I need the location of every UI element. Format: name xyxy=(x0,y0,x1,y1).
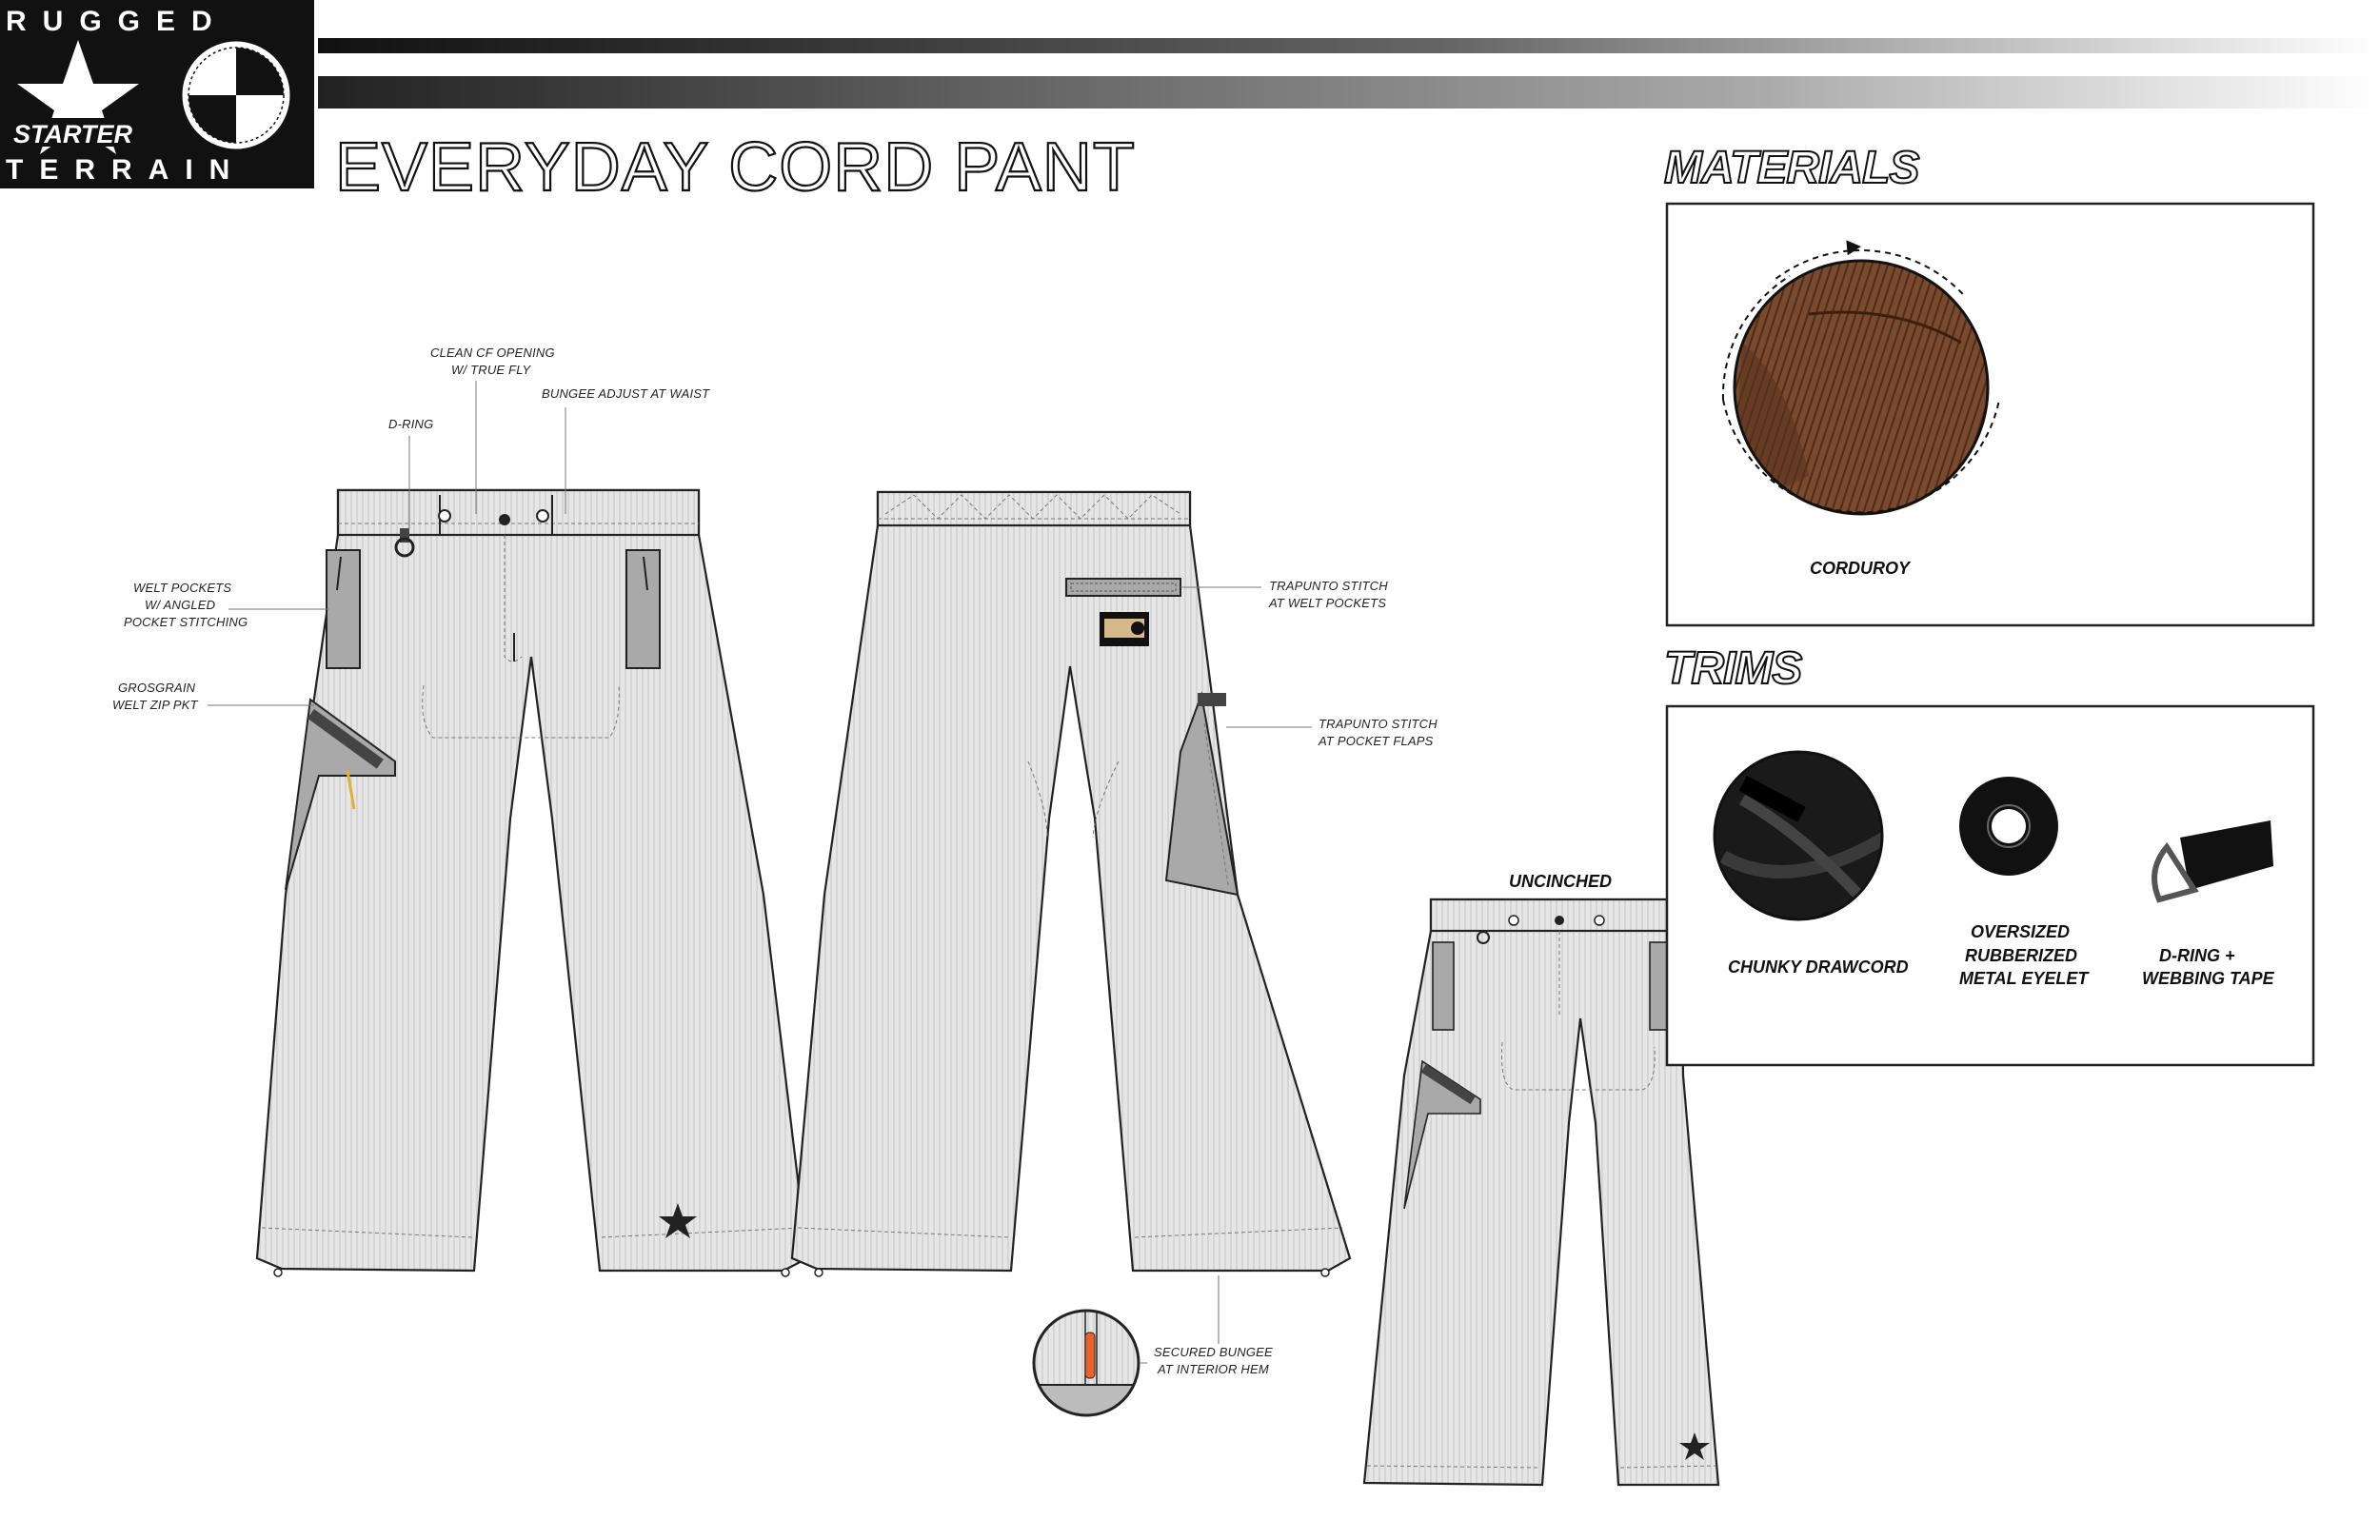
brand-bottom-word: TERRAIN xyxy=(6,154,247,186)
svg-text:BUNGEE ADJUST AT WAIST: BUNGEE ADJUST AT WAIST xyxy=(542,386,710,401)
back-patch-logo xyxy=(1100,612,1149,646)
trim-label-eyelet-2: RUBBERIZED xyxy=(1965,946,2078,965)
front-snap xyxy=(499,514,510,525)
trims-heading: TRIMS xyxy=(1664,643,1802,694)
svg-text:TRAPUNTO STITCH: TRAPUNTO STITCH xyxy=(1269,579,1388,593)
front-welt-pocket-left xyxy=(327,550,360,668)
bungee-toggle-icon xyxy=(1085,1333,1095,1378)
uncinched-waistband xyxy=(1431,899,1681,931)
brand-name: STARTER xyxy=(13,120,133,148)
svg-text:AT POCKET FLAPS: AT POCKET FLAPS xyxy=(1319,734,1434,748)
eyelet-icon xyxy=(1959,777,2058,876)
callout-secured-bungee xyxy=(1140,1275,1273,1376)
front-view-pant xyxy=(257,490,807,1276)
terrain-target-icon xyxy=(181,40,291,150)
callout-clean-cf xyxy=(430,346,555,514)
page-title: EVERYDAY CORD PANT xyxy=(335,129,1136,206)
trim-label-dring-2: WEBBING TAPE xyxy=(2142,969,2274,988)
trim-label-eyelet-1: OVERSIZED xyxy=(1971,922,2071,941)
svg-text:WELT POCKETS: WELT POCKETS xyxy=(133,581,232,595)
callout-welt-pockets xyxy=(124,581,328,629)
back-welt-pocket xyxy=(1066,579,1180,596)
uncinched-view-pant xyxy=(1364,899,1718,1485)
drawcord-swatch xyxy=(1715,752,1885,919)
svg-text:AT WELT POCKETS: AT WELT POCKETS xyxy=(1269,596,1387,610)
front-welt-pocket-right xyxy=(626,550,660,668)
brand-logo xyxy=(0,0,314,188)
brand-top-word: RUGGED xyxy=(6,6,228,37)
material-label-corduroy: CORDUROY xyxy=(1810,559,1911,578)
svg-text:WELT ZIP PKT: WELT ZIP PKT xyxy=(112,698,198,712)
hem-detail-bubble xyxy=(1028,1304,1152,1428)
uncinched-label: UNCINCHED xyxy=(1509,872,1612,891)
svg-text:GROSGRAIN: GROSGRAIN xyxy=(118,681,196,695)
callout-trapunto-welt xyxy=(1180,579,1388,610)
svg-text:W/ TRUE FLY: W/ TRUE FLY xyxy=(451,363,531,377)
svg-text:CLEAN CF OPENING: CLEAN CF OPENING xyxy=(430,346,555,360)
svg-text:AT INTERIOR HEM: AT INTERIOR HEM xyxy=(1158,1362,1269,1376)
trim-label-dring-1: D-RING + xyxy=(2159,946,2235,965)
back-view-pant xyxy=(792,492,1350,1276)
svg-text:POCKET STITCHING: POCKET STITCHING xyxy=(124,615,248,629)
front-waistband xyxy=(338,490,699,535)
callout-grosgrain xyxy=(112,681,314,712)
back-waistband xyxy=(878,492,1190,525)
trim-label-drawcord: CHUNKY DRAWCORD xyxy=(1728,958,1909,977)
trim-label-eyelet-3: METAL EYELET xyxy=(1959,969,2089,988)
materials-heading: MATERIALS xyxy=(1664,143,1919,193)
svg-text:D-RING: D-RING xyxy=(388,417,434,431)
svg-text:SECURED BUNGEE: SECURED BUNGEE xyxy=(1154,1345,1273,1359)
svg-text:TRAPUNTO STITCH: TRAPUNTO STITCH xyxy=(1319,717,1438,731)
svg-text:W/ ANGLED: W/ ANGLED xyxy=(145,598,216,612)
header-bar-top xyxy=(318,38,2380,53)
header-bar-bottom xyxy=(318,76,2380,109)
callout-trapunto-flap xyxy=(1226,717,1438,748)
